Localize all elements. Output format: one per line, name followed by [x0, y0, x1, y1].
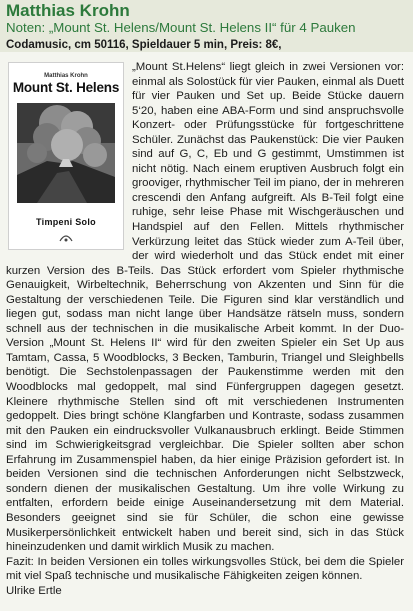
volcano-eruption-image [17, 103, 115, 203]
review-conclusion: Fazit: In beiden Versionen ein tolles wirkungsvolles Stück, bei dem die Spieler mit viel Spaß technische und musikalische Fähigkeiten zeigen können. [6, 555, 404, 583]
review-paragraph: „Mount St.Helens“ liegt gleich in zwei Versionen vor: einmal als Solostück für vier Pauken, einmal als Duett für vier Pauken und Set up. Beide Stücke dauern 5‘20, haben eine ABA-Form und sind anspruchsvolle Konzert- oder Prüfungsstücke für fortgeschrittene Schüler. Zunächst das Paukenstück: Die vier Pauken sind auf G, C, Eb und G gestimmt, Umstimmen ist nicht nötig. Nach einem eruptiven Ausbruch folgt ein grooviger, rhythmischer Teil im piano, der in mehreren crescendi den Anfang aufgreift. Als B-Teil folgt eine ruhige, sehr leise Phase mit Wischgeräuschen und Handspiel auf den Fellen. Mittels rhythmischer Verkürzung leitet das Stück wieder zum A-Teil über, der wird wiederholt und das Stück endet mit einer kurzen Version des B-Teils. Das Stück erfordert vom Spieler rhythmische Genauigkeit, Wirbeltechnik, Beherrschung von Akzenten und Sinn für die Gestaltung der verschiedenen Teile. Die Figuren sind klar verständlich und liegen gut, sodass man nicht lange über Handsätze rätseln muss, sondern schnell aus der technischen in die musikalische Arbeit kommt. In der Duo-Version „Mount St. Helens II“ wird für den zweiten Spieler ein Set Up aus Tamtam, Cassa, 5 Woodblocks, 3 Becken, Tamburin, Triangel und Sleighbells benötigt. Die Sechstolenpassagen der Paukenstimme werden mit den Woodblocks mal gedoppelt, mal sind Fünfergruppen dagegen gesetzt. Kleinere rhythmische Stellen sind oft mit verschiedenen Instrumenten gedoppelt. Dies bringt schöne Klangfarben und Kontraste, sodass zusammen mit den Pauken ein eindrucksvoller Vulkanausbruch erklingt. Beide Stimmen sind im Schwierigkeitsgrad vergleichbar. Die Spieler sollten aber schon Erfahrung im Zusammenspiel haben, da hier einige Präzision gefordert ist. In beiden Versionen sind die technischen Anforderungen nicht Selbstzweck, sondern dienen der musikalischen Gestaltung. Um ihre volle Wirkung zu entfalten, erfordern beide einige Auseinandersetzung mit dem Material. Besonders geeignet sind sie für Schüler, die schon eine gewisse Musikerpersönlichkeit entwickelt haben und bereit sind, sich in das Stück hineinzudenken und damit wirklich Musik zu machen. [6, 61, 404, 554]
cover-author: Matthias Krohn [44, 73, 88, 79]
cover-subtitle: Timpeni Solo [36, 217, 96, 227]
author-name: Matthias Krohn [6, 1, 130, 20]
reviewer-signature: Ulrike Ertle [6, 584, 62, 597]
piece-subtitle: Noten: „Mount St. Helens/Mount St. Helens II“ für 4 Pauken [6, 20, 356, 35]
header-band [0, 0, 413, 52]
publisher-logo-icon [59, 231, 73, 243]
sheet-music-cover [8, 62, 124, 250]
cover-title: Mount St. Helens [12, 80, 120, 95]
publication-meta: Codamusic, cm 50116, Spieldauer 5 min, Preis: 8€, [6, 39, 282, 51]
review-body [6, 60, 404, 598]
